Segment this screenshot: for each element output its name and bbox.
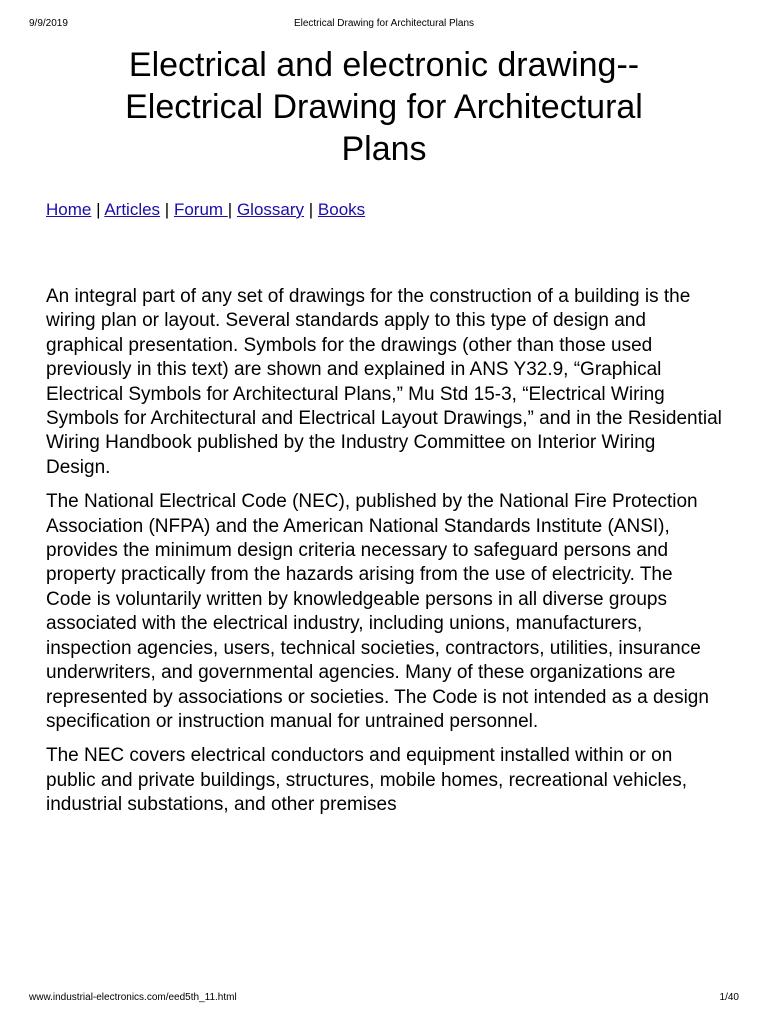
print-page-title: Electrical Drawing for Architectural Plans [293, 18, 475, 29]
nav-link-forum[interactable]: Forum [173, 200, 228, 219]
nav-separator: | [96, 200, 101, 219]
site-nav [46, 199, 722, 221]
title-line-1: Electrical and electronic drawing-- [128, 46, 640, 84]
print-date: 9/9/2019 [29, 18, 68, 29]
paragraph-intro: An integral part of any set of drawings for the construction of a building is the wiring plan or layout. Several standards apply to this type of design and graphical presentation. Symbols for the drawings (other than those used previously in this text) are shown and explained in ANS Y32.9, “Graphical Electrical Symbols for Architectural Plans,” Mu Std 15-3, “Electrical Wiring Symbols for Architectural and Electrical Layout Drawings,” and in the Residential Wiring Handbook published by the Industry Committee on Interior Wiring Design. [46, 286, 722, 478]
paragraph-nec: The National Electrical Code (NEC), published by the National Fire Protection Association (NFPA) and the American National Standards Institute (ANSI), provides the minimum design criteria necessary to safeguard persons and property practically from the hazards arising from the use of electricity. The Code is voluntarily written by knowledgeable persons in all diverse groups associated with the electrical industry, including unions, manufacturers, inspection agencies, users, technical societies, contractors, utilities, insurance underwriters, and governmental agencies. Many of these organizations are represented by associations or societies. The Code is not intended as a design specification or instruction manual for untrained personnel. [46, 491, 709, 732]
paragraph-nec-coverage: The NEC covers electrical conductors and equipment installed within or on public and private buildings, structures, mobile homes, recreational vehicles, industrial substations, and other premises [46, 745, 688, 816]
article-content [46, 44, 722, 818]
print-header [29, 17, 739, 31]
nav-link-glossary[interactable]: Glossary [236, 200, 305, 219]
nav-link-home[interactable]: Home [46, 200, 92, 219]
nav-separator: | [308, 200, 314, 219]
nav-link-articles[interactable]: Articles [104, 200, 161, 219]
nav-separator: | [227, 200, 233, 219]
article-title [46, 44, 722, 170]
title-line-2: Electrical Drawing for Architectural [125, 88, 643, 126]
title-line-3: Plans [341, 130, 427, 168]
print-footer [29, 991, 739, 1005]
page-number: 1/40 [719, 992, 739, 1003]
print-url: www.industrial-electronics.com/eed5th_11.html [29, 992, 237, 1003]
nav-separator: | [164, 200, 170, 219]
nav-link-books[interactable]: Books [317, 200, 366, 219]
